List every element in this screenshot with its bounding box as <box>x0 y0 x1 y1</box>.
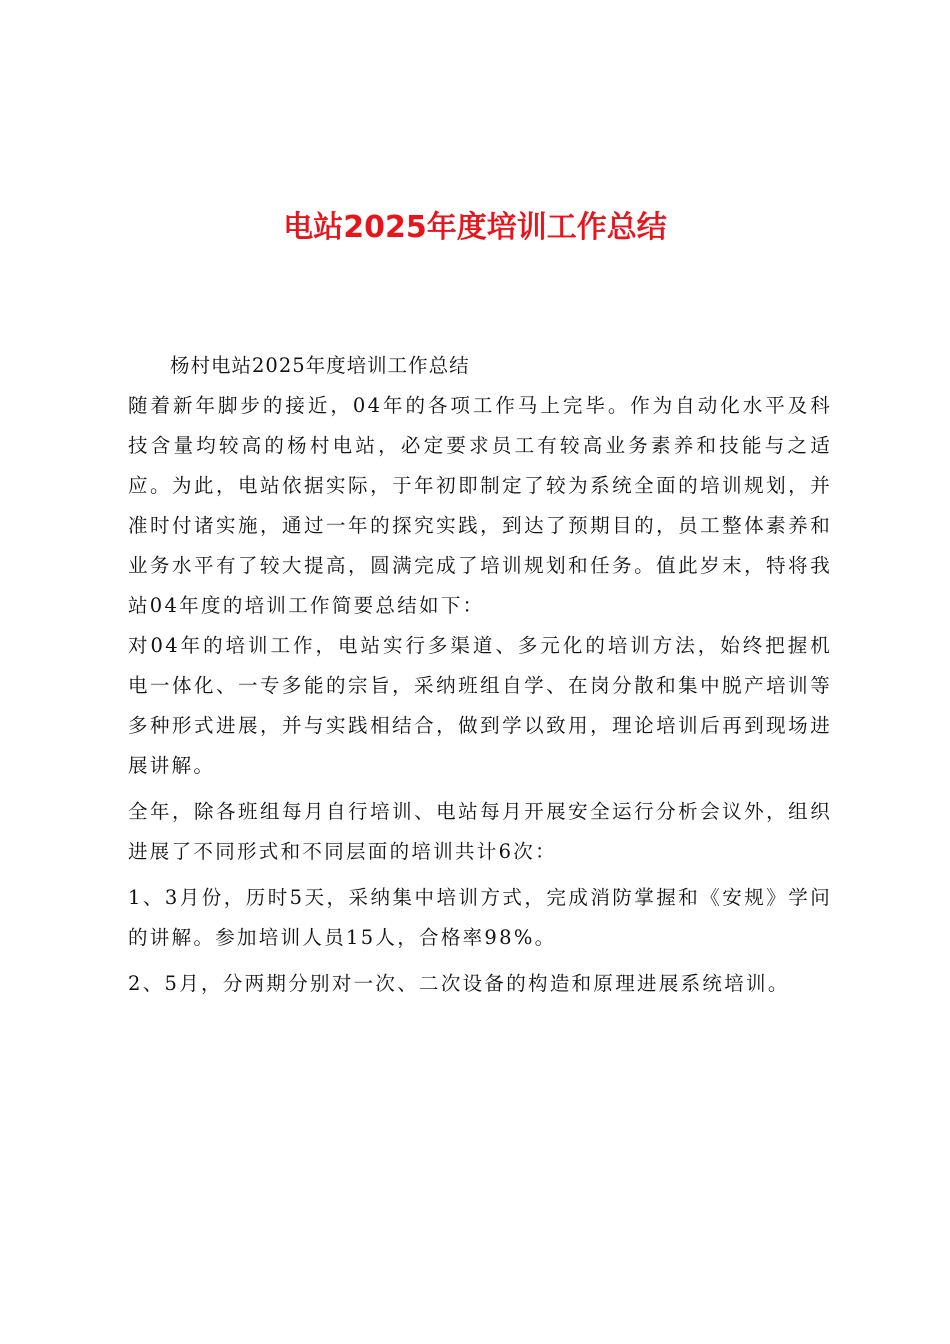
document-title: 电站2025年度培训工作总结 <box>283 210 667 245</box>
paragraph-item-2: 2、5月，分两期分别对一次、二次设备的构造和原理进展系统培训。 <box>128 972 790 995</box>
paragraph-item-1: 1、3月份，历时5天，采纳集中培训方式，完成消防掌握和《安规》学问的讲解。参加培训人员15人，合格率98%。 <box>128 886 832 949</box>
paragraph-overview: 全年，除各班组每月自行培训、电站每月开展安全运行分析会议外，组织进展了不同形式和不同层面的培训共计6次： <box>128 800 832 863</box>
paragraph-intro: 随着新年脚步的接近，04年的各项工作马上完毕。作为自动化水平及科技含量均较高的杨村电站，必定要求员工有较高业务素养和技能与之适应。为此，电站依据实际，于年初即制定了较为系统全面的培训规划，并准时付诸实施，通过一年的探究实践，到达了预期目的，员工整体素养和业务水平有了较大提高，圆满完成了培训规划和任务。值此岁末，特将我站04年度的培训工作简要总结如下： <box>128 394 832 617</box>
paragraph-methods: 对04年的培训工作，电站实行多渠道、多元化的培训方法，始终把握机电一体化、一专多能的宗旨，采纳班组自学、在岗分散和集中脱产培训等多种形式进展，并与实践相结合，做到学以致用，理论培训后再到现场进展讲解。 <box>128 634 832 777</box>
document-body <box>128 346 832 1004</box>
document-subtitle: 杨村电站2025年度培训工作总结 <box>170 354 470 377</box>
